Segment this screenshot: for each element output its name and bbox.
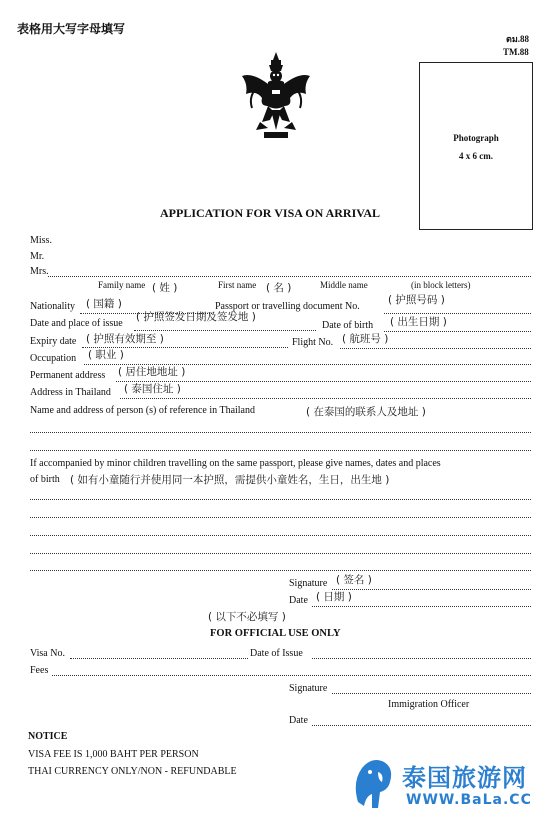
signature-field[interactable] bbox=[332, 589, 531, 590]
permanent-address-note: ( 居住地地址 ) bbox=[118, 366, 186, 378]
block-letters-note: (in block letters) bbox=[411, 280, 471, 290]
photo-label: Photograph bbox=[453, 133, 499, 143]
date-note: ( 日期 ) bbox=[316, 591, 352, 603]
flight-note: ( 航班号 ) bbox=[342, 333, 389, 345]
title-mr[interactable]: Mr. bbox=[30, 251, 45, 262]
dob-field[interactable] bbox=[384, 331, 531, 332]
flight-field[interactable] bbox=[340, 348, 531, 349]
family-name-label: Family name bbox=[98, 280, 146, 290]
thailand-address-field[interactable] bbox=[120, 398, 531, 399]
middle-name-label: Middle name bbox=[320, 280, 368, 290]
children-line-4[interactable] bbox=[30, 553, 531, 554]
official-heading: FOR OFFICIAL USE ONLY bbox=[210, 628, 341, 639]
photo-box[interactable] bbox=[419, 62, 533, 230]
reference-note: ( 在泰国的联系人及地址 ) bbox=[306, 406, 426, 418]
form-title: APPLICATION FOR VISA ON ARRIVAL bbox=[160, 206, 381, 220]
fees-field[interactable] bbox=[52, 675, 531, 676]
official-signature-label: Signature bbox=[289, 683, 328, 694]
notice-heading: NOTICE bbox=[28, 731, 68, 742]
reference-line-2[interactable] bbox=[30, 450, 531, 451]
nationality-note: ( 国籍 ) bbox=[86, 298, 122, 310]
official-signature-field[interactable] bbox=[332, 693, 531, 694]
signature-note: ( 签名 ) bbox=[336, 574, 372, 586]
dob-note: ( 出生日期 ) bbox=[390, 316, 447, 328]
family-name-note: ( 姓 ) bbox=[152, 282, 178, 294]
date-issue-field[interactable] bbox=[312, 658, 531, 659]
occupation-label: Occupation bbox=[30, 353, 77, 364]
date-field[interactable] bbox=[312, 606, 531, 607]
photo-size: 4 x 6 cm. bbox=[459, 151, 493, 161]
dob-label: Date of birth bbox=[322, 320, 374, 331]
elephant-logo-icon bbox=[348, 752, 398, 812]
children-line-3[interactable] bbox=[30, 535, 531, 536]
visa-no-label: Visa No. bbox=[30, 648, 65, 659]
watermark-cn: 泰国旅游网 bbox=[402, 764, 527, 792]
name-line[interactable] bbox=[48, 276, 531, 277]
garuda-emblem-icon bbox=[238, 50, 314, 142]
no-fill-note: ( 以下不必填写 ) bbox=[208, 611, 286, 623]
issue-note: ( 护照签发日期及签发地 ) bbox=[136, 311, 256, 323]
nationality-label: Nationality bbox=[30, 301, 75, 312]
expiry-note: ( 护照有效期至 ) bbox=[86, 333, 164, 345]
children-line-2[interactable] bbox=[30, 517, 531, 518]
reference-label: Name and address of person (s) of reference in Thailand bbox=[30, 405, 255, 416]
children-text: If accompanied by minor children travelling on the same passport, please give names, dates and places bbox=[30, 458, 441, 469]
title-miss[interactable]: Miss. bbox=[30, 235, 52, 246]
date-label: Date bbox=[289, 595, 308, 606]
visa-no-field[interactable] bbox=[70, 658, 248, 659]
date-issue-label: Date of Issue bbox=[250, 648, 303, 659]
flight-label: Flight No. bbox=[292, 337, 334, 348]
children-note: ( 如有小童随行并使用同一本护照，需提供小童姓名，生日，出生地 ) bbox=[70, 474, 390, 486]
signature-label: Signature bbox=[289, 578, 328, 589]
notice-line-1: VISA FEE IS 1,000 BAHT PER PERSON bbox=[28, 749, 199, 760]
children-line-1[interactable] bbox=[30, 499, 531, 500]
occupation-note: ( 职业 ) bbox=[88, 349, 124, 361]
official-date-field[interactable] bbox=[312, 725, 531, 726]
first-name-note: ( 名 ) bbox=[266, 282, 292, 294]
expiry-label: Expiry date bbox=[30, 336, 77, 347]
notice-line-2: THAI CURRENCY ONLY/NON - REFUNDABLE bbox=[28, 766, 237, 777]
official-date-label: Date bbox=[289, 715, 308, 726]
immigration-officer-label: Immigration Officer bbox=[388, 699, 470, 710]
reference-line-1[interactable] bbox=[30, 432, 531, 433]
form-code: TM.88 bbox=[503, 47, 529, 57]
passport-note: ( 护照号码 ) bbox=[388, 294, 445, 306]
watermark-url: WWW.BaLa.CC bbox=[406, 792, 532, 808]
first-name-label: First name bbox=[218, 280, 257, 290]
children-text-2: of birth bbox=[30, 474, 60, 485]
title-mrs[interactable]: Mrs. bbox=[30, 266, 49, 277]
watermark-logo bbox=[348, 750, 548, 816]
fees-label: Fees bbox=[30, 665, 49, 676]
thailand-address-label: Address in Thailand bbox=[30, 387, 111, 398]
thailand-address-note: ( 泰国住址 ) bbox=[124, 383, 181, 395]
children-line-5[interactable] bbox=[30, 570, 531, 571]
form-code-thai: ตม.88 bbox=[506, 34, 530, 44]
permanent-address-label: Permanent address bbox=[30, 370, 106, 381]
issue-label: Date and place of issue bbox=[30, 318, 123, 329]
passport-label: Passport or travelling document No. bbox=[215, 301, 360, 312]
header-note: 表格用大写字母填写 bbox=[17, 22, 126, 36]
